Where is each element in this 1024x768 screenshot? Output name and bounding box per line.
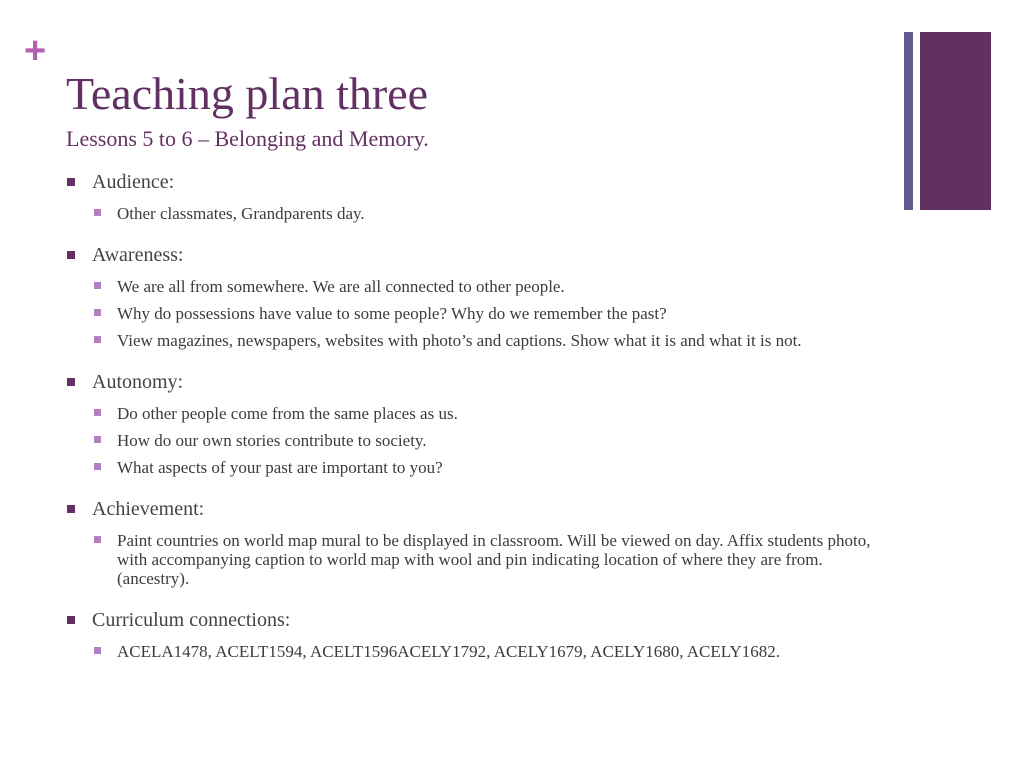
list-item <box>66 531 896 588</box>
list-item <box>66 331 896 350</box>
item-list <box>66 404 896 477</box>
square-bullet-icon <box>94 309 101 316</box>
list-item-text: We are all from somewhere. We are all connected to other people. <box>117 277 565 296</box>
plus-icon: + <box>24 30 47 72</box>
square-bullet-icon <box>94 436 101 443</box>
item-list <box>66 531 896 588</box>
section-audience <box>66 168 896 223</box>
list-item <box>66 458 896 477</box>
square-bullet-icon <box>67 251 75 259</box>
square-bullet-icon <box>67 616 75 624</box>
square-bullet-icon <box>94 409 101 416</box>
list-item <box>66 204 896 223</box>
section-heading: Awareness: <box>92 244 184 266</box>
list-item-text: Other classmates, Grandparents day. <box>117 204 365 223</box>
decorative-thin-bar <box>904 32 913 210</box>
list-item <box>66 304 896 323</box>
section-curriculum-connections <box>66 606 896 661</box>
section-autonomy <box>66 368 896 477</box>
item-list <box>66 204 896 223</box>
slide-title: Teaching plan three <box>66 68 429 119</box>
section-heading: Audience: <box>92 171 175 193</box>
list-item <box>66 404 896 423</box>
square-bullet-icon <box>94 209 101 216</box>
square-bullet-icon <box>94 463 101 470</box>
item-list <box>66 277 896 350</box>
list-item-text: What aspects of your past are important to you? <box>117 458 443 477</box>
list-item <box>66 277 896 296</box>
section-awareness <box>66 241 896 350</box>
list-item-text: Paint countries on world map mural to be displayed in classroom. Will be viewed on day. Affix students photo, with accompanying caption to world map with wool and pin indicating location of where they are from. (ancestry). <box>117 531 871 588</box>
square-bullet-icon <box>94 282 101 289</box>
list-item <box>66 642 896 661</box>
square-bullet-icon <box>67 178 75 186</box>
square-bullet-icon <box>94 647 101 654</box>
square-bullet-icon <box>94 536 101 543</box>
section-heading: Curriculum connections: <box>92 609 291 631</box>
section-achievement <box>66 495 896 588</box>
list-item-text: ACELA1478, ACELT1594, ACELT1596ACELY1792, ACELY1679, ACELY1680, ACELY1682. <box>117 642 780 661</box>
decorative-thick-bar <box>920 32 991 210</box>
square-bullet-icon <box>67 505 75 513</box>
list-item <box>66 431 896 450</box>
square-bullet-icon <box>94 336 101 343</box>
list-item-text: How do our own stories contribute to society. <box>117 431 427 450</box>
section-heading: Achievement: <box>92 498 205 520</box>
list-item-text: View magazines, newspapers, websites with photo’s and captions. Show what it is and what it is not. <box>117 331 802 350</box>
bullet-content <box>66 168 896 661</box>
square-bullet-icon <box>67 378 75 386</box>
list-item-text: Do other people come from the same places as us. <box>117 404 458 423</box>
item-list <box>66 642 896 661</box>
list-item-text: Why do possessions have value to some people? Why do we remember the past? <box>117 304 667 323</box>
slide-subtitle: Lessons 5 to 6 – Belonging and Memory. <box>66 126 429 151</box>
section-heading: Autonomy: <box>92 371 184 393</box>
